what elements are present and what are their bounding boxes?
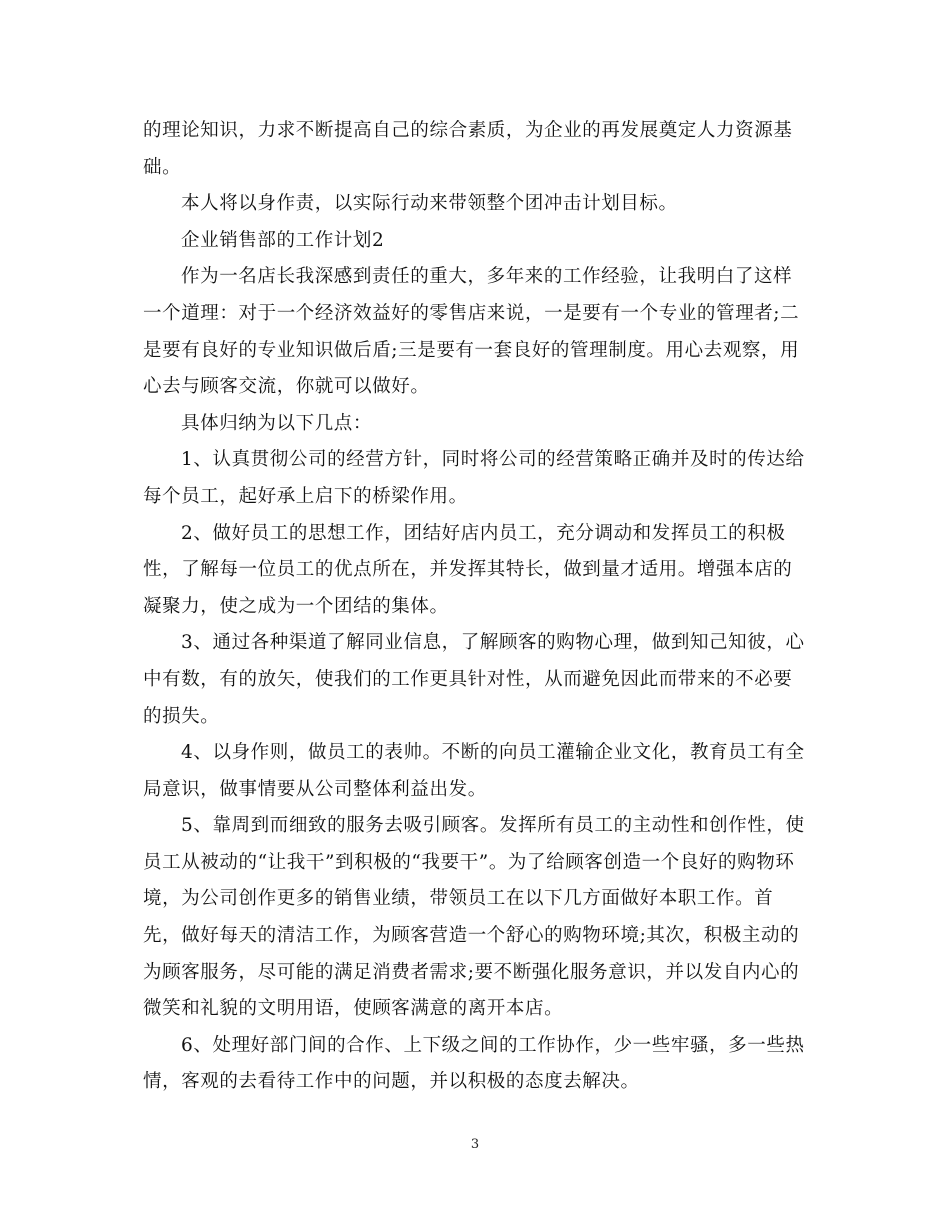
paragraph: 作为一名店长我深感到责任的重大，多年来的工作经验，让我明白了这样一个道理：对于一个经济效益好的零售店来说，一是要有一个专业的管理者;二是要有良好的专业知识做后盾;三是要有一套良好的管理制度。用心去观察，用心去与顾客交流，你就可以做好。 [143,266,800,398]
list-item: 4、以身作则，做员工的表帅。不断的向员工灌输企业文化，教育员工有全局意识，做事情要从公司整体利益出发。 [143,742,805,800]
document-body [143,113,807,1101]
page-number: 3 [470,1137,480,1152]
list-item: 5、靠周到而细致的服务去吸引顾客。发挥所有员工的主动性和创作性，使员工从被动的“让我干”到积极的“我要干”。为了给顾客创造一个良好的购物环境，为公司创作更多的销售业绩，带领员工在以下几方面做好本职工作。首先，做好每天的清洁工作，为顾客营造一个舒心的购物环境;其次，积极主动的为顾客服务，尽可能的满足消费者需求;要不断强化服务意识，并以发自内心的微笑和礼貌的文明用语，使顾客满意的离开本店。 [143,815,805,1020]
list-item: 2、做好员工的思想工作，团结好店内员工，充分调动和发挥员工的积极性，了解每一位员工的优点所在，并发挥其特长，做到量才适用。增强本店的凝聚力，使之成为一个团结的集体。 [143,522,793,617]
paragraph: 本人将以身作责，以实际行动来带领整个团冲击计划目标。 [181,193,678,215]
section-heading: 企业销售部的工作计划2 [181,229,385,251]
list-item: 6、处理好部门间的合作、上下级之间的工作协作，少一些牢骚，多一些热情，客观的去看待工作中的问题，并以积极的态度去解决。 [143,1034,805,1093]
paragraph: 的理论知识，力求不断提高自己的综合素质，为企业的再发展奠定人力资源基础。 [143,120,793,178]
list-item: 1、认真贯彻公司的经营方针，同时将公司的经营策略正确并及时的传达给每个员工，起好承上启下的桥梁作用。 [143,449,805,507]
paragraph: 具体归纳为以下几点： [181,412,373,434]
list-item: 3、通过各种渠道了解同业信息，了解顾客的购物心理，做到知己知彼，心中有数，有的放矢，使我们的工作更具针对性，从而避免因此而带来的不必要的损失。 [143,632,805,727]
